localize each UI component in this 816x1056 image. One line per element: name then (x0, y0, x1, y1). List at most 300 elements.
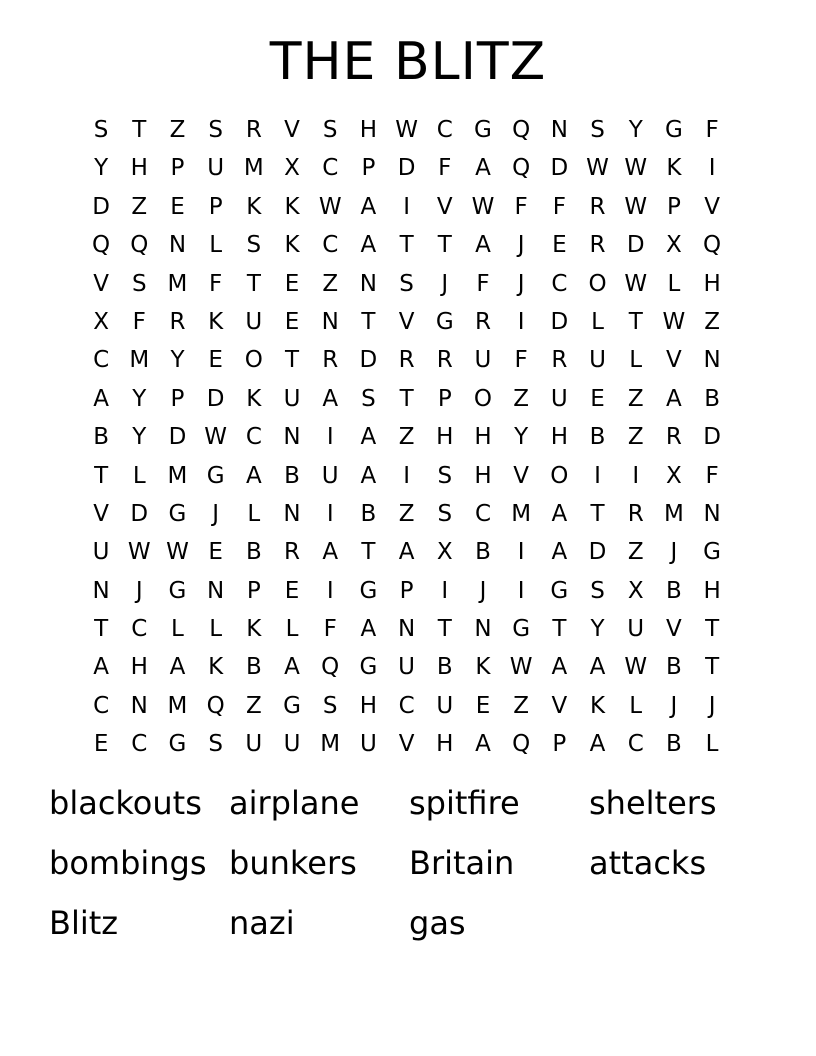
grid-letter: K (284, 232, 300, 259)
grid-letter: R (436, 347, 453, 374)
grid-letter: G (206, 462, 225, 489)
word-list-item: Britain (409, 844, 515, 882)
grid-letter: A (322, 539, 339, 566)
word-list-item: attacks (589, 844, 707, 882)
grid-letter: T (399, 385, 414, 412)
grid-letter: J (517, 270, 525, 297)
grid-letter: E (590, 385, 605, 412)
grid-letter: M (320, 731, 341, 758)
grid-letter: C (93, 692, 110, 719)
grid-letter: B (475, 539, 491, 566)
grid-letter: U (245, 731, 263, 758)
grid-letter: H (474, 424, 492, 451)
grid-letter: A (322, 385, 339, 412)
grid-letter: H (359, 117, 378, 143)
grid-letter: G (550, 577, 569, 604)
page-title: THE BLITZ (269, 32, 547, 92)
grid-letter: S (322, 117, 338, 143)
grid-letter: L (132, 462, 146, 489)
grid-letter: G (283, 692, 301, 719)
grid-letter: P (666, 193, 681, 220)
word-list-item: shelters (589, 784, 717, 822)
grid-letter: I (517, 539, 525, 566)
grid-letter: D (550, 155, 569, 182)
grid-letter: Y (132, 385, 147, 412)
grid-letter: S (590, 577, 605, 604)
grid-letter: L (285, 616, 299, 643)
grid-letter: K (208, 654, 224, 681)
grid-letter: T (552, 616, 567, 643)
grid-letter: S (93, 117, 109, 143)
grid-letter: C (131, 616, 148, 643)
grid-letter: X (284, 155, 300, 182)
grid-letter: Q (130, 232, 149, 259)
grid-letter: Y (170, 347, 185, 374)
grid-letter: I (326, 500, 334, 527)
grid-letter: N (703, 347, 721, 374)
grid-letter: Z (131, 193, 148, 220)
grid-letter: T (246, 270, 261, 297)
grid-letter: B (704, 385, 720, 412)
grid-letter: S (208, 117, 223, 143)
grid-letter: T (399, 232, 414, 259)
grid-letter: L (209, 232, 223, 259)
grid-letter: A (284, 654, 300, 681)
grid-letter: S (322, 692, 338, 719)
grid-letter: E (475, 692, 491, 719)
grid-letter: E (208, 347, 223, 374)
grid-letter: T (94, 462, 109, 489)
letter-grid (82, 111, 731, 764)
grid-letter: I (441, 577, 449, 604)
grid-letter: I (403, 193, 410, 220)
grid-letter: U (283, 731, 301, 758)
grid-letter: O (588, 270, 607, 297)
grid-letter: F (514, 347, 528, 374)
grid-letter: X (93, 308, 109, 335)
grid-letter: A (360, 424, 377, 451)
grid-letter: Y (132, 424, 147, 451)
grid-letter: H (436, 424, 454, 451)
grid-letter: J (670, 692, 678, 719)
grid-letter: A (360, 232, 377, 259)
word-list-item: airplane (229, 784, 360, 822)
grid-letter: J (479, 577, 487, 604)
grid-letter: J (212, 500, 220, 527)
grid-letter: D (359, 347, 378, 374)
grid-letter: I (403, 462, 410, 489)
grid-letter: N (321, 308, 339, 335)
grid-letter: L (667, 270, 681, 297)
grid-letter: W (395, 117, 418, 143)
grid-letter: W (624, 155, 648, 182)
grid-letter: Q (703, 232, 722, 259)
grid-letter: F (209, 270, 223, 297)
grid-letter: E (208, 539, 223, 566)
grid-letter: V (398, 308, 415, 335)
grid-letter: E (170, 193, 185, 220)
grid-letter: B (284, 462, 300, 489)
grid-letter: V (436, 193, 453, 220)
grid-letter: M (167, 692, 188, 719)
grid-letter: R (474, 308, 491, 335)
grid-letter: S (437, 500, 453, 527)
grid-letter: D (626, 232, 645, 259)
grid-letter: A (360, 193, 377, 220)
grid-letter: N (359, 270, 378, 297)
grid-letter: Y (628, 117, 643, 143)
grid-letter: F (552, 193, 566, 220)
grid-letter: V (93, 270, 109, 297)
grid-letter: E (552, 232, 567, 259)
grid-letter: F (132, 308, 146, 335)
grid-letter: J (708, 692, 716, 719)
grid-letter: B (436, 654, 453, 681)
grid-letter: H (474, 462, 492, 489)
grid-letter: Z (398, 424, 415, 451)
grid-letter: C (474, 500, 491, 527)
grid-letter: Z (398, 500, 415, 527)
grid-letter: T (94, 616, 109, 643)
grid-letter: T (705, 616, 720, 643)
grid-letter: G (664, 117, 683, 143)
grid-letter: D (703, 424, 721, 451)
grid-letter: O (550, 462, 569, 489)
grid-letter: Z (245, 692, 262, 719)
grid-letter: T (361, 308, 376, 335)
grid-letter: L (591, 308, 604, 335)
grid-letter: T (285, 347, 300, 374)
grid-letter: N (168, 232, 187, 259)
grid-letter: X (436, 539, 453, 566)
grid-letter: K (246, 193, 262, 220)
grid-letter: C (551, 270, 568, 297)
grid-letter: B (245, 539, 262, 566)
grid-letter: D (92, 193, 110, 220)
grid-letter: S (437, 462, 453, 489)
grid-letter: X (666, 462, 682, 489)
grid-letter: Y (514, 424, 529, 451)
grid-letter: B (360, 500, 377, 527)
grid-letter: D (206, 385, 225, 412)
grid-letter: B (589, 424, 606, 451)
grid-letter: Z (627, 539, 644, 566)
grid-letter: V (93, 500, 109, 527)
grid-letter: E (284, 577, 300, 604)
grid-letter: G (168, 731, 187, 758)
grid-letter: G (359, 654, 378, 681)
grid-letter: J (517, 232, 525, 259)
grid-letter: I (708, 155, 716, 182)
grid-letter: Z (513, 385, 530, 412)
grid-letter: P (399, 577, 414, 604)
grid-letter: S (131, 270, 147, 297)
grid-letter: I (517, 577, 525, 604)
grid-letter: C (627, 731, 644, 758)
grid-letter: S (399, 270, 414, 297)
grid-letter: G (512, 616, 531, 643)
grid-letter: Z (169, 117, 186, 143)
grid-letter: U (92, 539, 110, 566)
grid-letter: A (360, 616, 377, 643)
grid-letter: X (666, 232, 682, 259)
grid-letter: T (705, 654, 720, 681)
grid-letter: D (168, 424, 187, 451)
grid-letter: D (588, 539, 607, 566)
grid-letter: N (703, 500, 721, 527)
grid-letter: T (361, 539, 376, 566)
grid-letter: L (629, 692, 643, 719)
grid-letter: W (127, 539, 151, 566)
grid-letter: W (624, 654, 648, 681)
grid-letter: E (284, 308, 300, 335)
grid-letter: P (246, 577, 261, 604)
grid-letter: C (436, 117, 453, 143)
grid-letter: I (632, 462, 640, 489)
grid-letter: U (207, 155, 225, 182)
grid-letter: R (627, 500, 644, 527)
grid-letter: E (93, 731, 109, 758)
grid-letter: O (244, 347, 263, 374)
grid-letter: Q (206, 692, 225, 719)
grid-letter: F (438, 155, 452, 182)
word-list-item: nazi (229, 904, 295, 942)
grid-letter: N (207, 577, 225, 604)
grid-letter: T (590, 500, 605, 527)
grid-letter: F (476, 270, 490, 297)
grid-letter: T (132, 117, 147, 143)
grid-letter: B (666, 731, 682, 758)
grid-letter: V (666, 347, 682, 374)
grid-letter: S (590, 117, 605, 143)
grid-letter: A (475, 155, 491, 182)
grid-letter: W (318, 193, 342, 220)
grid-letter: R (169, 308, 186, 335)
grid-letter: I (517, 308, 525, 335)
grid-letter: L (171, 616, 184, 643)
grid-letter: W (204, 424, 228, 451)
grid-letter: V (704, 193, 720, 220)
grid-letter: G (474, 117, 492, 143)
word-list (49, 778, 769, 958)
grid-letter: I (326, 577, 334, 604)
grid-letter: P (437, 385, 452, 412)
grid-letter: Q (512, 155, 531, 182)
grid-letter: F (323, 616, 337, 643)
grid-letter: Y (590, 616, 605, 643)
grid-letter: K (475, 654, 491, 681)
grid-letter: C (322, 155, 339, 182)
grid-letter: R (322, 347, 339, 374)
grid-letter: T (437, 616, 452, 643)
grid-letter: W (662, 308, 686, 335)
grid-letter: F (705, 117, 719, 143)
grid-letter: Q (321, 654, 340, 681)
grid-letter: K (246, 616, 262, 643)
grid-letter: A (93, 654, 109, 681)
word-list-item: bombings (49, 844, 207, 882)
grid-letter: W (166, 539, 189, 566)
grid-letter: N (283, 424, 301, 451)
grid-letter: G (168, 500, 187, 527)
grid-letter: U (474, 347, 492, 374)
grid-letter: R (551, 347, 568, 374)
grid-letter: P (170, 385, 185, 412)
grid-letter: S (208, 731, 223, 758)
grid-letter: L (705, 731, 719, 758)
grid-letter: N (92, 577, 110, 604)
grid-letter: Z (627, 385, 644, 412)
grid-letter: P (170, 155, 185, 182)
grid-letter: D (550, 308, 569, 335)
grid-letter: B (93, 424, 109, 451)
grid-letter: D (397, 155, 416, 182)
grid-letter: P (552, 731, 567, 758)
grid-letter: U (359, 731, 377, 758)
grid-letter: A (551, 654, 568, 681)
grid-letter: R (589, 193, 606, 220)
grid-letter: M (243, 155, 264, 182)
grid-letter: Y (94, 155, 109, 182)
grid-letter: I (326, 424, 334, 451)
grid-letter: U (398, 654, 416, 681)
grid-letter: V (666, 616, 682, 643)
grid-letter: C (131, 731, 148, 758)
grid-letter: C (398, 692, 415, 719)
grid-letter: H (130, 654, 148, 681)
grid-letter: V (398, 731, 415, 758)
grid-letter: A (551, 500, 568, 527)
grid-letter: K (284, 193, 300, 220)
grid-letter: Z (513, 692, 530, 719)
grid-letter: M (663, 500, 684, 527)
grid-letter: N (130, 692, 148, 719)
grid-letter: Q (512, 731, 531, 758)
grid-letter: N (283, 500, 301, 527)
grid-letter: C (245, 424, 262, 451)
grid-letter: N (550, 117, 568, 143)
grid-letter: E (284, 270, 300, 297)
grid-letter: V (284, 117, 300, 143)
grid-letter: H (550, 424, 568, 451)
grid-letter: U (283, 385, 301, 412)
grid-letter: R (589, 232, 606, 259)
grid-letter: Q (512, 117, 531, 143)
grid-letter: W (471, 193, 495, 220)
grid-letter: U (627, 616, 645, 643)
grid-letter: Z (627, 424, 644, 451)
grid-letter: A (589, 654, 606, 681)
grid-letter: B (666, 654, 682, 681)
grid-letter: Z (704, 308, 720, 335)
grid-letter: D (130, 500, 149, 527)
grid-letter: M (129, 347, 150, 374)
grid-letter: R (665, 424, 682, 451)
grid-letter: H (130, 155, 148, 182)
word-list-item: Blitz (49, 904, 119, 942)
grid-letter: P (208, 193, 223, 220)
grid-letter: A (169, 654, 186, 681)
word-list-item: bunkers (229, 844, 357, 882)
grid-letter: A (245, 462, 262, 489)
grid-letter: J (135, 577, 143, 604)
grid-letter: W (624, 193, 648, 220)
grid-letter: F (705, 462, 719, 489)
grid-letter: R (398, 347, 415, 374)
grid-letter: F (514, 193, 528, 220)
grid-letter: U (321, 462, 339, 489)
grid-letter: M (167, 462, 188, 489)
word-list-item: spitfire (409, 784, 520, 822)
grid-letter: K (208, 308, 224, 335)
grid-letter: G (703, 539, 721, 566)
grid-letter: H (703, 577, 721, 604)
grid-letter: M (167, 270, 188, 297)
grid-letter: T (628, 308, 643, 335)
grid-letter: R (284, 539, 301, 566)
grid-letter: A (398, 539, 415, 566)
grid-letter: G (435, 308, 454, 335)
grid-letter: V (551, 692, 568, 719)
grid-letter: J (441, 270, 449, 297)
grid-letter: W (586, 155, 609, 182)
grid-letter: A (475, 731, 491, 758)
grid-letter: G (359, 577, 378, 604)
grid-letter: W (624, 270, 648, 297)
grid-letter: K (589, 692, 606, 719)
grid-letter: I (594, 462, 601, 489)
grid-letter: O (473, 385, 493, 412)
grid-letter: T (437, 232, 452, 259)
grid-letter: B (245, 654, 262, 681)
grid-letter: A (666, 385, 682, 412)
grid-letter: U (245, 308, 263, 335)
grid-letter: L (629, 347, 643, 374)
grid-letter: W (509, 654, 533, 681)
grid-letter: U (436, 692, 454, 719)
grid-letter: K (666, 155, 682, 182)
grid-letter: X (627, 577, 644, 604)
grid-letter: G (168, 577, 187, 604)
grid-letter: N (474, 616, 492, 643)
grid-letter: H (703, 270, 721, 297)
grid-letter: U (550, 385, 568, 412)
grid-letter: H (436, 731, 454, 758)
grid-letter: C (93, 347, 110, 374)
word-list-item: gas (409, 904, 466, 942)
word-list-item: blackouts (49, 784, 202, 822)
grid-letter: C (322, 232, 339, 259)
grid-letter: Z (322, 270, 339, 297)
grid-letter: A (475, 232, 491, 259)
grid-letter: J (670, 539, 678, 566)
grid-letter: B (666, 577, 682, 604)
grid-letter: S (361, 385, 376, 412)
grid-letter: P (361, 155, 376, 182)
grid-letter: L (247, 500, 261, 527)
grid-letter: A (589, 731, 606, 758)
grid-letter: H (359, 692, 378, 719)
grid-letter: S (246, 232, 262, 259)
grid-letter: A (93, 385, 109, 412)
grid-letter: M (511, 500, 532, 527)
grid-letter: Q (92, 232, 111, 259)
grid-letter: V (513, 462, 530, 489)
grid-letter: N (397, 616, 416, 643)
grid-letter: K (246, 385, 262, 412)
grid-letter: A (360, 462, 377, 489)
grid-letter: R (245, 117, 262, 143)
